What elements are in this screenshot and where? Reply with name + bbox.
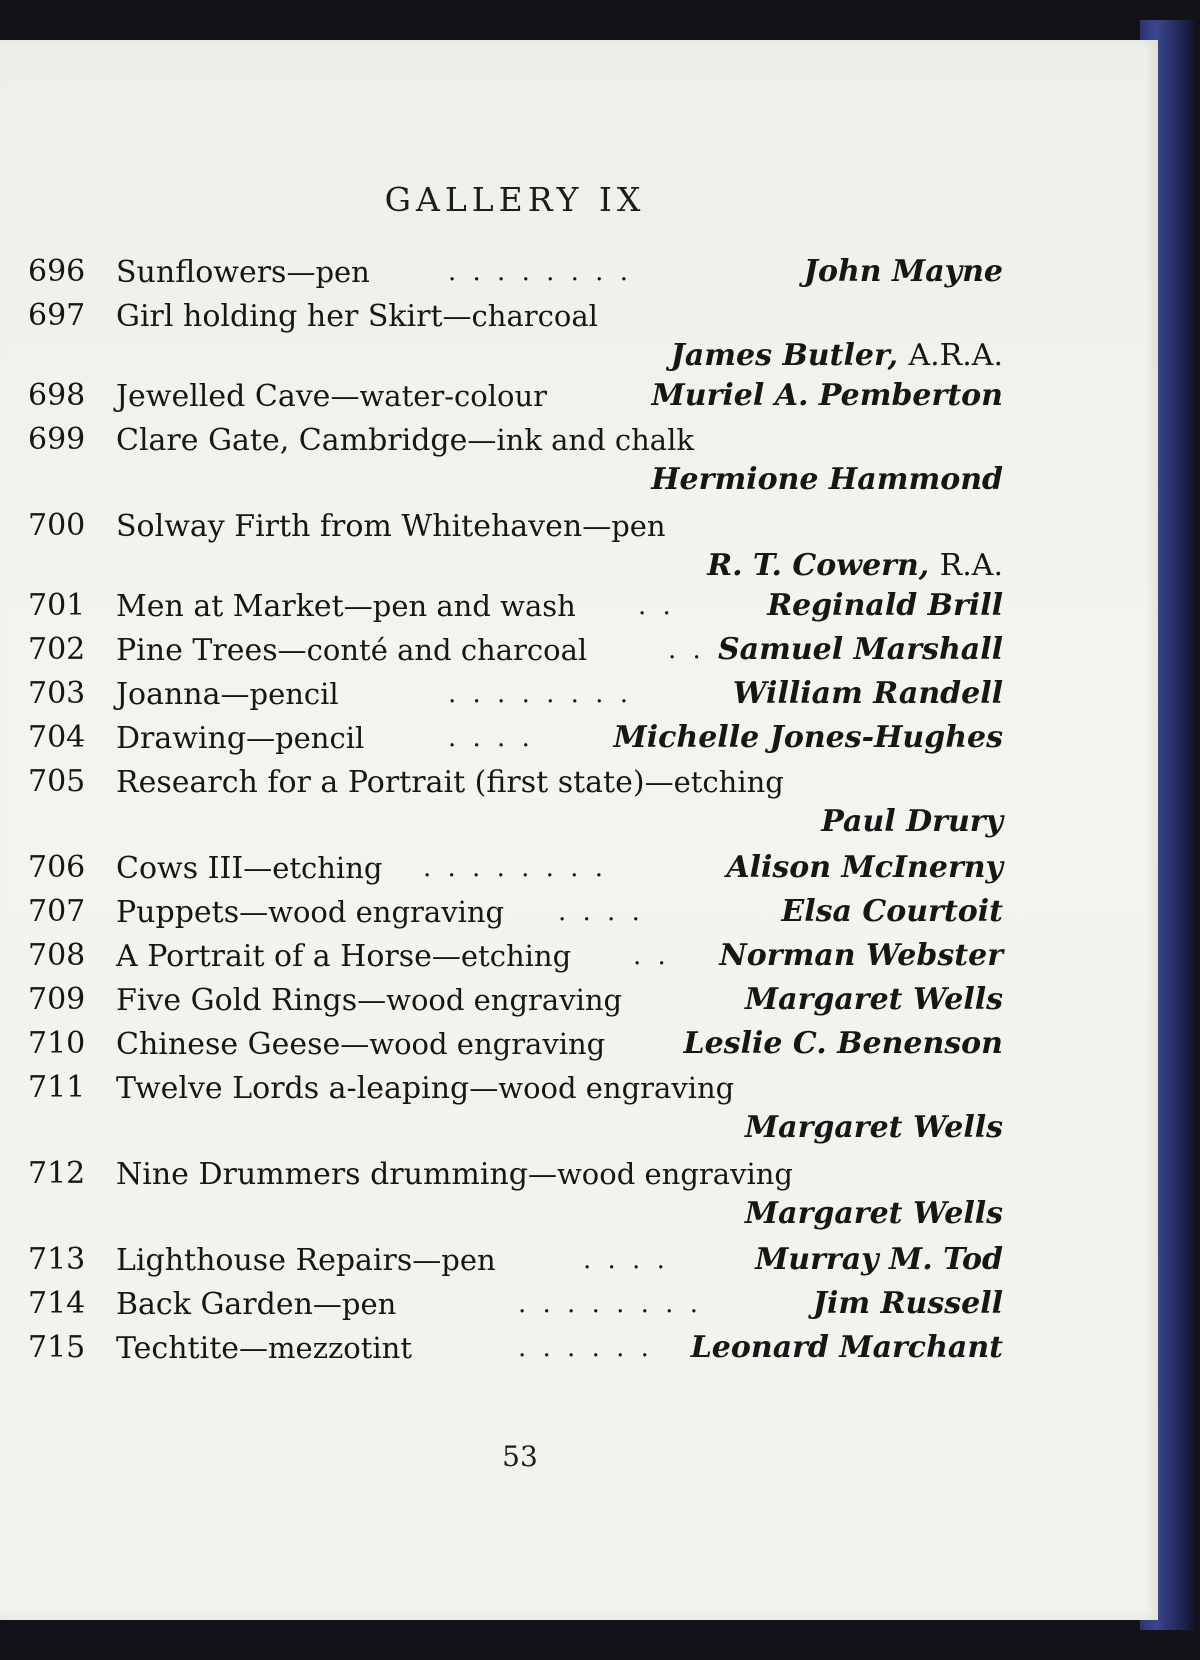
entry-artist: Margaret Wells [744,1110,1003,1145]
entry-artist: James Butler, A.R.A. [670,338,1003,373]
entry-artist: Murray M. Tod [755,1242,1003,1277]
catalogue-entry [28,716,1003,760]
entry-number: 700 [28,508,86,543]
entry-title: Cows III—etching [116,851,383,886]
entry-title: Solway Firth from Whitehaven—pen [116,509,666,544]
entry-medium: —pen [286,255,370,289]
catalogue-entry [28,934,1003,978]
entry-medium: —pencil [246,721,365,755]
entry-number: 712 [28,1156,86,1191]
leader-dots: . . . . . . . . [423,853,607,883]
entry-medium: —wood engraving [357,983,623,1017]
entry-medium: —etching [243,851,383,885]
entry-number: 705 [28,764,86,799]
entry-title: Men at Market—pen and wash [116,589,576,624]
entry-artist: Paul Drury [821,804,1003,839]
leader-dots: . . . . . . . . [448,257,632,287]
catalogue-entry [28,628,1003,672]
entry-artist: Samuel Marshall [718,632,1003,667]
entry-number: 715 [28,1330,86,1365]
entry-medium: —pen [582,509,666,543]
entry-honour: A.R.A. [908,338,1003,373]
catalogue-entry [28,1238,1003,1282]
entry-title: Twelve Lords a-leaping—wood engraving [116,1071,735,1106]
entry-title: Techtite—mezzotint [116,1331,412,1366]
leader-dots: . . . . . . . . [448,679,632,709]
entry-title: Sunflowers—pen [116,255,370,290]
leader-dots: . . . . [558,897,644,927]
entry-medium: —pencil [220,677,339,711]
entry-title: Five Gold Rings—wood engraving [116,983,623,1018]
entry-title: Chinese Geese—wood engraving [116,1027,606,1062]
leader-dots: . . . . . . [518,1333,653,1363]
catalogue-entry [28,846,1003,890]
entry-title: Clare Gate, Cambridge—ink and chalk [116,423,694,458]
entry-artist: Jim Russell [812,1286,1003,1321]
entry-medium: —wood engraving [340,1027,606,1061]
entry-artist: R. T. Cowern, R.A. [707,548,1003,583]
leader-dots: . . . . [448,723,534,753]
page-number: 53 [502,1440,538,1473]
catalogue-entry [28,584,1003,628]
entry-medium: —water-colour [330,379,548,413]
entry-artist: Margaret Wells [744,982,1003,1017]
entry-number: 714 [28,1286,86,1321]
entry-artist: Michelle Jones-Hughes [613,720,1003,755]
entry-number: 698 [28,378,86,413]
entry-artist: John Mayne [803,254,1003,289]
entry-title: Joanna—pencil [116,677,339,712]
entry-number: 696 [28,254,86,289]
leader-dots: . . . . [583,1245,669,1275]
leader-dots: . . [633,941,670,971]
entry-number: 706 [28,850,86,885]
gallery-title: GALLERY IX [384,180,646,219]
catalogue-entry [28,374,1003,418]
entry-artist: William Randell [732,676,1003,711]
entry-medium: —conté and charcoal [277,633,588,667]
entry-medium: —mezzotint [239,1331,412,1365]
catalogue-entry [28,890,1003,934]
entry-number: 702 [28,632,86,667]
entry-artist: Muriel A. Pemberton [651,378,1003,413]
catalogue-entry [28,250,1003,294]
entry-medium: —pen [412,1243,496,1277]
entry-artist: Margaret Wells [744,1196,1003,1231]
catalogue-list [28,250,1003,1370]
entry-title: Back Garden—pen [116,1287,397,1322]
catalogue-entry [28,294,1003,374]
entry-title: Girl holding her Skirt—charcoal [116,299,598,334]
catalogue-entry [28,1326,1003,1370]
entry-number: 709 [28,982,86,1017]
catalogue-entry [28,1152,1003,1232]
entry-title: A Portrait of a Horse—etching [116,939,572,974]
entry-artist: Elsa Courtoit [781,894,1003,929]
entry-title: Lighthouse Repairs—pen [116,1243,496,1278]
entry-title: Drawing—pencil [116,721,365,756]
catalogue-entry [28,418,1003,498]
entry-number: 710 [28,1026,86,1061]
catalogue-entry [28,672,1003,716]
entry-medium: —charcoal [442,299,598,333]
catalogue-entry [28,504,1003,584]
entry-title: Nine Drummers drumming—wood engraving [116,1157,793,1192]
entry-medium: —wood engraving [239,895,505,929]
entry-medium: —etching [644,765,784,799]
catalogue-page [0,40,1158,1620]
entry-artist: Hermione Hammond [651,462,1003,497]
entry-number: 711 [28,1070,86,1105]
entry-medium: —pen [312,1287,397,1321]
catalogue-entry [28,1066,1003,1146]
entry-number: 697 [28,298,86,333]
leader-dots: . . . . . . . . [518,1289,702,1319]
entry-number: 699 [28,422,86,457]
entry-title: Jewelled Cave—water-colour [116,379,548,414]
entry-number: 708 [28,938,86,973]
entry-number: 713 [28,1242,86,1277]
leader-dots: . . [668,635,705,665]
entry-artist: Leonard Marchant [690,1330,1003,1365]
catalogue-entry [28,978,1003,1022]
catalogue-entry [28,760,1003,840]
entry-artist: Norman Webster [719,938,1003,973]
entry-artist: Leslie C. Benenson [683,1026,1003,1061]
catalogue-entry [28,1282,1003,1326]
entry-number: 701 [28,588,86,623]
entry-artist: Alison McInerny [726,850,1003,885]
entry-medium: —ink and chalk [467,423,694,457]
entry-medium: —wood engraving [469,1071,735,1105]
entry-title: Puppets—wood engraving [116,895,505,930]
entry-honour: R.A. [939,548,1003,583]
entry-medium: —wood engraving [527,1157,793,1191]
entry-medium: —etching [431,939,572,973]
entry-title: Pine Trees—conté and charcoal [116,633,588,668]
entry-title: Research for a Portrait (first state)—etching [116,765,784,800]
entry-number: 703 [28,676,86,711]
entry-medium: —pen and wash [343,589,576,623]
entry-artist: Reginald Brill [767,588,1003,623]
entry-number: 707 [28,894,86,929]
leader-dots: . . [638,591,675,621]
entry-number: 704 [28,720,86,755]
catalogue-entry [28,1022,1003,1066]
